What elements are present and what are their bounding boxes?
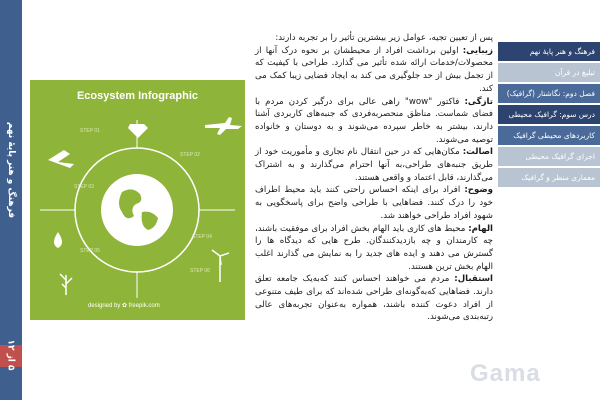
menu-item-advertising-quran[interactable]: تبلیغ در قرآن [498,63,600,82]
infographic-graphic [30,80,245,320]
menu-item-book[interactable]: فرهنگ و هنر پایهٔ نهم [498,42,600,61]
plant-icon [60,274,72,295]
page-indicator [0,340,22,370]
page-indicator-text: ۵ از ۱۲ [6,339,17,371]
menu-item-landscape[interactable]: معماری منظر و گرافیک [498,168,600,187]
step-label: STEP 01 [80,128,100,134]
lesson-text [255,32,493,324]
text-line: زیبایی: اولین برداشت افراد از محیطشان بر نحوه درک آنها از محصولات/خدمات ارائه شده تأثیر می گذارد. طراحی با کیفیت که از تجمل بیش از حد جلوگیری می کند به ایجاد فضایی زیبا کمک می کند. [255,45,493,94]
chapter-menu [498,42,600,189]
airplane-icon [205,117,242,135]
text-line: پس از تعیین تجیه، عوامل زیر بیشترین تأثیر را بر تجربه دارند: [275,33,493,43]
bird-icon [48,150,74,168]
ecosystem-infographic [30,80,245,320]
menu-item-lesson-environmental[interactable]: درس سوم: گرافیک محیطی [498,105,600,124]
text-line: اصالت: مکان‌هایی که در حین انتقال نام تجاری و مأموریت خود از طریق جنبه‌های طراحی،به آنها احترام می‌گذارند و به اشتراک می‌گذارند، قابل اعتماد و واقعی هستند. [255,147,493,183]
menu-item-execution[interactable]: اجرای گرافیک محیطی [498,147,600,166]
text-line: الهام: محیط های کاری باید الهام بخش افراد برای موفقیت باشند، چه کارمندان و چه بازدیدکنندگان. طرح هایی که دیدگاه ها را گسترش می دهند و ایده های جدید را به نمایش می گذارند اغلب الهام بخش ترین هستند. [255,223,493,272]
menu-item-chapter-graphic[interactable]: فصل دوم: نگاشتار (گرافیک) [498,84,600,103]
infographic-title: Ecosystem Infographic [76,90,199,102]
wind-turbine-icon [212,250,229,282]
menu-item-environmental-uses[interactable]: کاربردهای محیطی گرافیک [498,126,600,145]
book-side-title-text: فرهنگ و هنر پایهٔ نهم [6,121,16,219]
step-label: STEP 04 [192,234,212,240]
step-label: STEP 03 [74,184,94,190]
step-label: STEP 05 [80,248,100,254]
text-line: تازگی: فاکتور "wow" راهی عالی برای درگیر کردن مردم با فضای شماست. مناظق منحصربه‌فردی که جنبه‌های کاربردی آشنا دارند، بیشتر به خاطر سپرده می‌شوند و به دوستان و خانواده توصیه می‌شوند. [255,96,494,145]
water-drop-icon [54,232,62,248]
book-side-title [0,0,22,340]
text-line: استقبال: مردم می خواهند احساس کنند که‌به‌یک جامعه تعلق دارند. فضاهایی که‌به‌گونه‌ای طراحی شده‌اند که برای طیف متنوعی از افراد دعوت کننده باشند، همواره به‌عنوان تجربه‌های عالی رتبه‌بندی می‌شوند. [255,274,493,323]
watermark-logo: Gama [470,360,541,387]
recycle-icon [128,124,148,138]
text-line: وضوح: افراد برای اینکه احساس راحتی کنند باید محیط اطراف خود را درک کنند. فضاهایی با طراحی واضح برای پاسخگویی به شهود افراد طراحی خواهند شد. [255,185,493,221]
infographic-credit: designed by ✿ freepik.com [88,303,160,309]
earth-circle [101,174,173,246]
step-label: STEP 06 [190,268,210,274]
step-label: STEP 02 [180,152,200,158]
